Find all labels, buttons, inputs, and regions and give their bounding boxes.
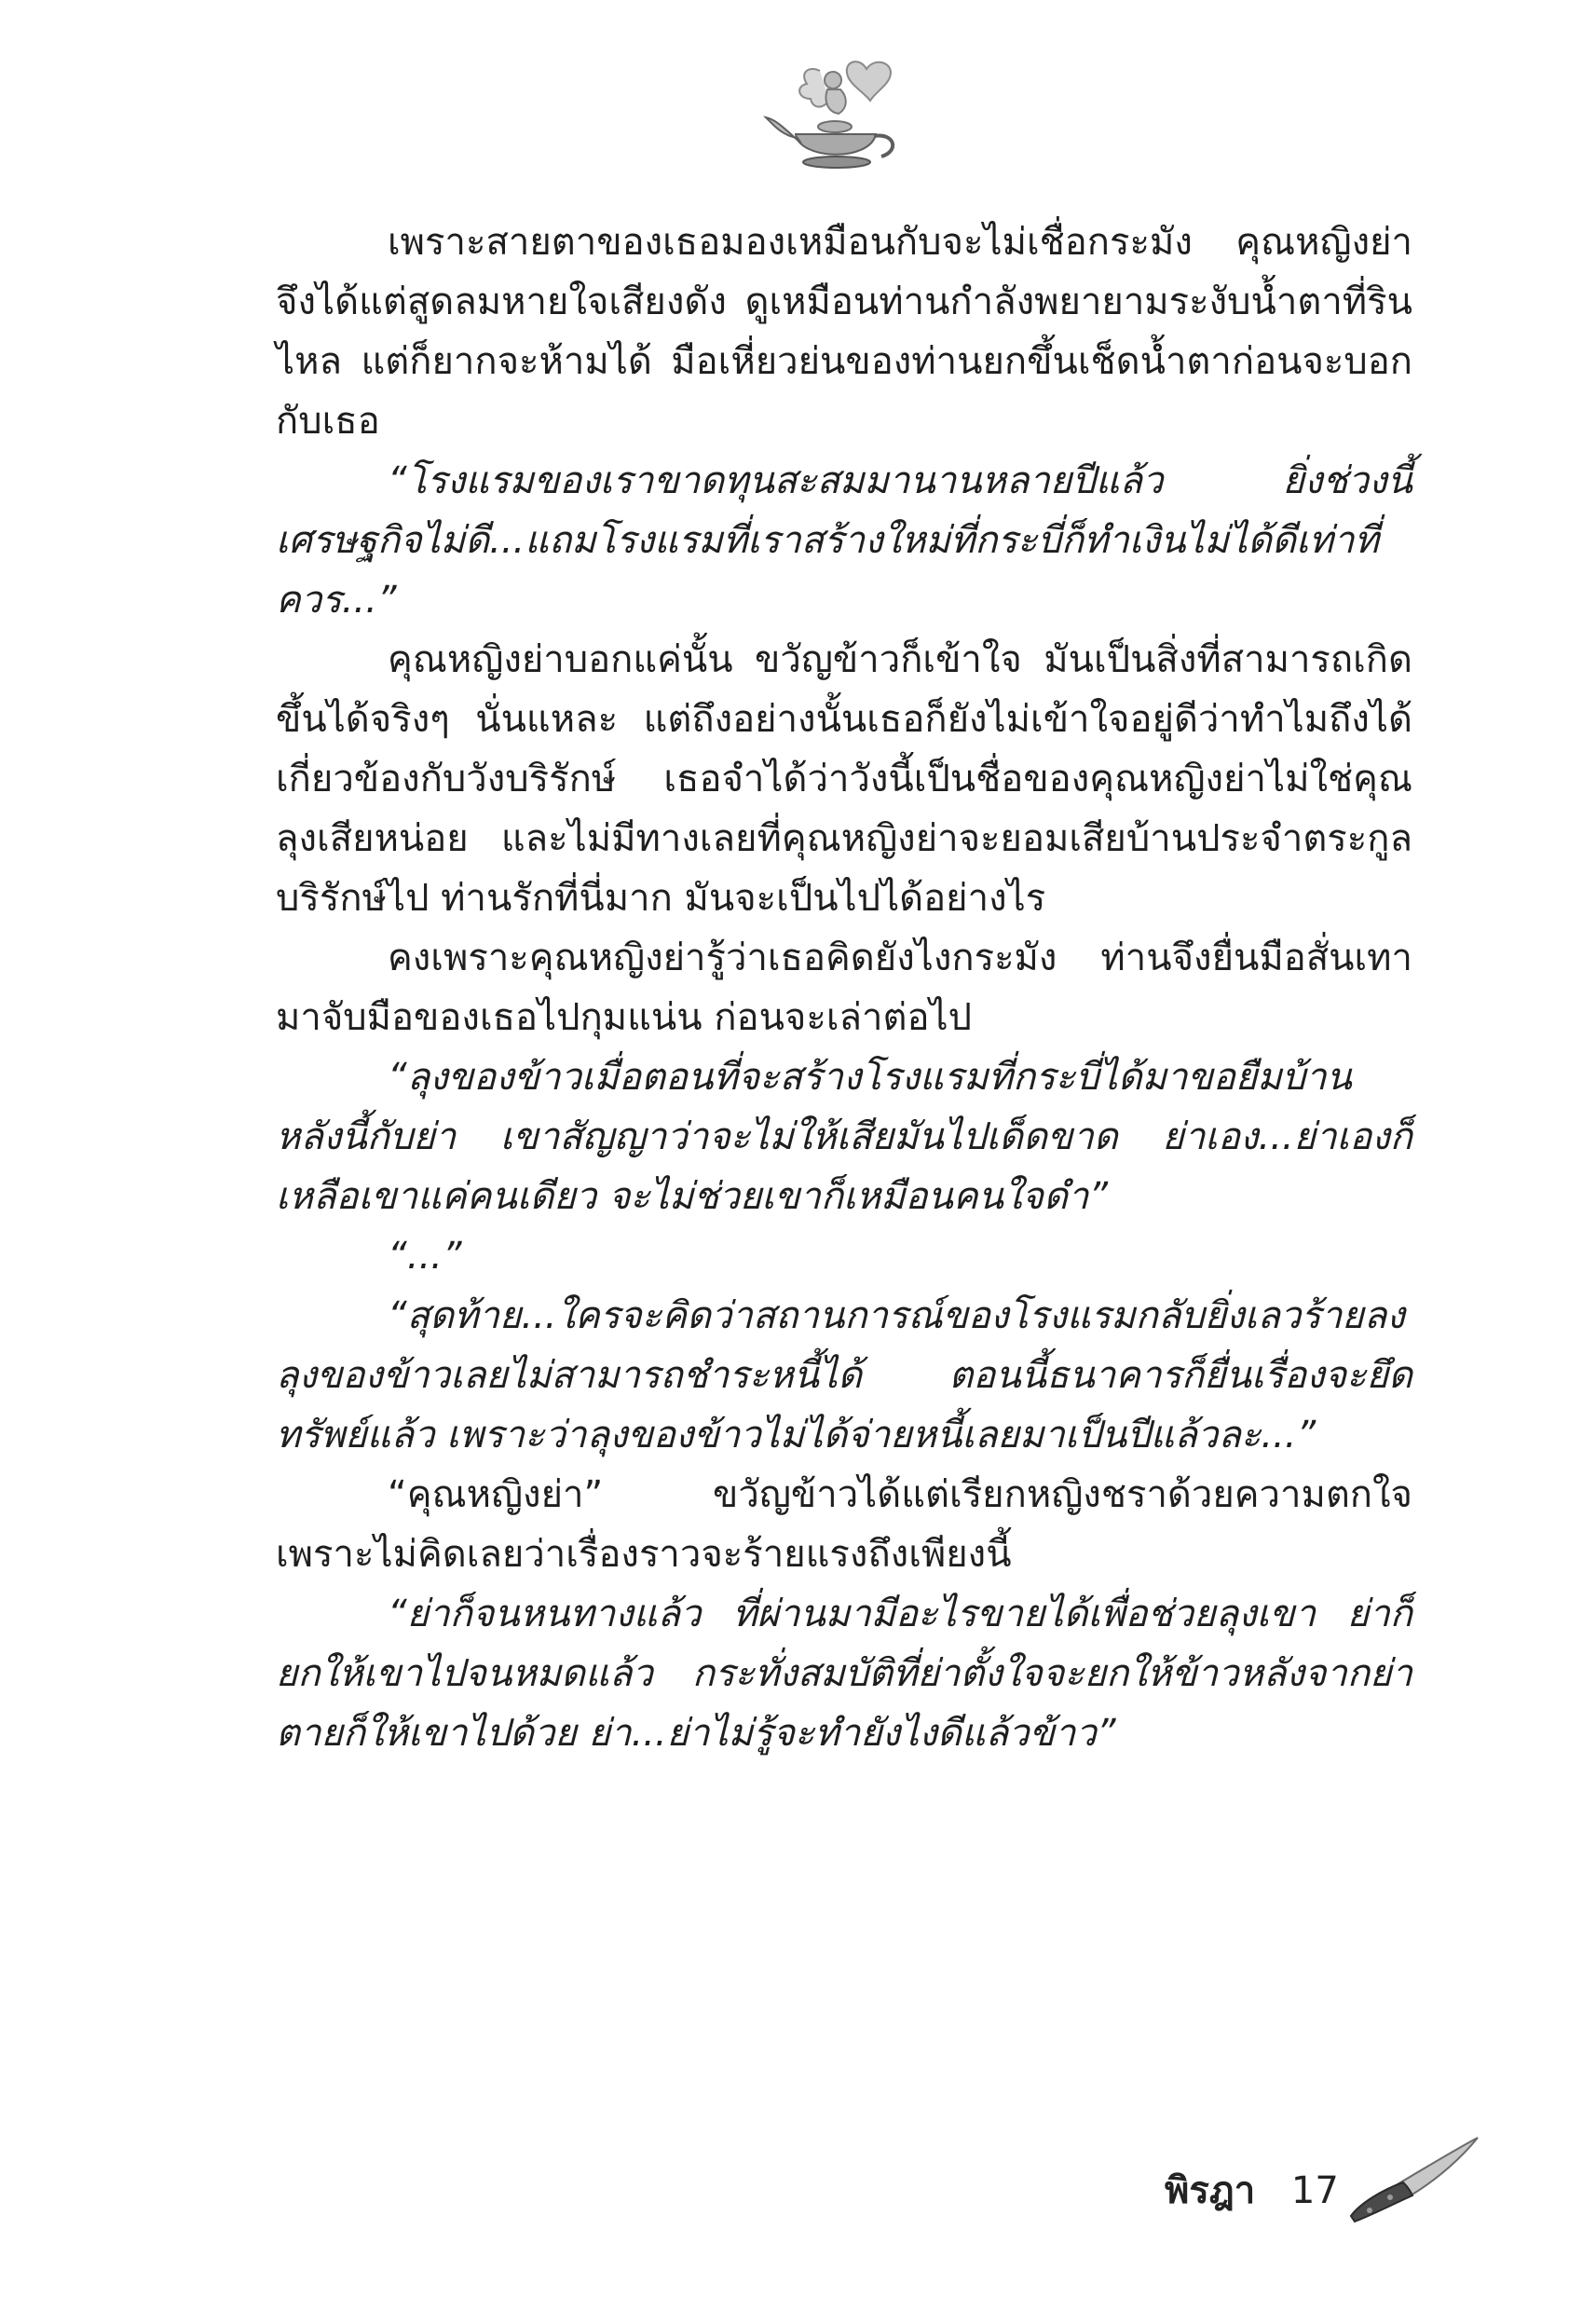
footer-author: พิรฎา: [1165, 2169, 1256, 2212]
paragraph: “...”: [388, 1235, 462, 1278]
page-number: 17: [1290, 2169, 1339, 2212]
paragraph: “ย่าก็จนหนทางแล้ว ที่ผ่านมามีอะไรขายได้เพื่อช่วยลุงเขา ย่าก็ยกให้เขาไปจนหมดแล้ว กระทั่งสมบัติที่ย่าตั้งใจจะยกให้ข้าวหลังจากย่าตายก็ให้เขาไปด้วย ย่า...ย่าไม่รู้จะทำยังไงดีแล้วข้าว”: [276, 1593, 1412, 1755]
paragraph: คงเพราะคุณหญิงย่ารู้ว่าเธอคิดยังไงกระมัง ท่านจึงยื่นมือสั่นเทามาจับมือของเธอไปกุมแน่น ก่อนจะเล่าต่อไป: [276, 937, 1412, 1039]
paragraph: คุณหญิงย่าบอกแค่นั้น ขวัญข้าวก็เข้าใจ มันเป็นสิ่งที่สามารถเกิดขึ้นได้จริงๆ นั่นแหละ แต่ถึงอย่างนั้นเธอก็ยังไม่เข้าใจอยู่ดีว่าทำไมถึงได้เกี่ยวข้องกับวังบริรักษ์ เธอจำได้ว่าวังนี้เป็นชื่อของคุณหญิงย่าไม่ใช่คุณลุงเสียหน่อย และไม่มีทางเลยที่คุณหญิงย่าจะยอมเสียบ้านประจำตระกูลบริรักษ์ไป ท่านรักที่นี่มาก มันจะเป็นไปได้อย่างไร: [276, 638, 1412, 920]
paragraph: “คุณหญิงย่า” ขวัญข้าวได้แต่เรียกหญิงชราด้วยความตกใจ เพราะไม่คิดเลยว่าเรื่องราวจะร้ายแรงถึงเพียงนี้: [276, 1473, 1412, 1576]
paragraph: “ลุงของข้าวเมื่อตอนที่จะสร้างโรงแรมที่กระบี่ได้มาขอยืมบ้านหลังนี้กับย่า เขาสัญญาว่าจะไม่ให้เสียมันไปเด็ดขาด ย่าเอง...ย่าเองก็เหลือเขาแค่คนเดียว จะไม่ช่วยเขาก็เหมือนคนใจดำ”: [276, 1056, 1412, 1218]
page-footer: [1165, 2160, 1339, 2220]
body-text: [276, 212, 1412, 1763]
paragraph: เพราะสายตาของเธอมองเหมือนกับจะไม่เชื่อกระมัง คุณหญิงย่าจึงได้แต่สูดลมหายใจเสียงดัง ดูเหมือนท่านกำลังพยายามระงับน้ำตาที่รินไหล แต่ก็ยากจะห้ามได้ มือเหี่ยวย่นของท่านยกขึ้นเช็ดน้ำตาก่อนจะบอกกับเธอ: [276, 221, 1412, 443]
knife-icon: [1342, 2130, 1481, 2223]
teapot-cupid-ornament-icon: [755, 52, 913, 183]
paragraph: “สุดท้าย...ใครจะคิดว่าสถานการณ์ของโรงแรมกลับยิ่งเลวร้ายลงลุงของข้าวเลยไม่สามารถชำระหนี้ได้ ตอนนี้ธนาคารก็ยื่นเรื่องจะยึดทรัพย์แล้ว เพราะว่าลุงของข้าวไม่ได้จ่ายหนี้เลยมาเป็นปีแล้วละ...”: [276, 1294, 1412, 1456]
paragraph: “โรงแรมของเราขาดทุนสะสมมานานหลายปีแล้ว ยิ่งช่วงนี้เศรษฐกิจไม่ดี...แถมโรงแรมที่เราสร้างใหม่ที่กระบี่ก็ทำเงินไม่ได้ดีเท่าที่ควร...”: [276, 459, 1412, 622]
